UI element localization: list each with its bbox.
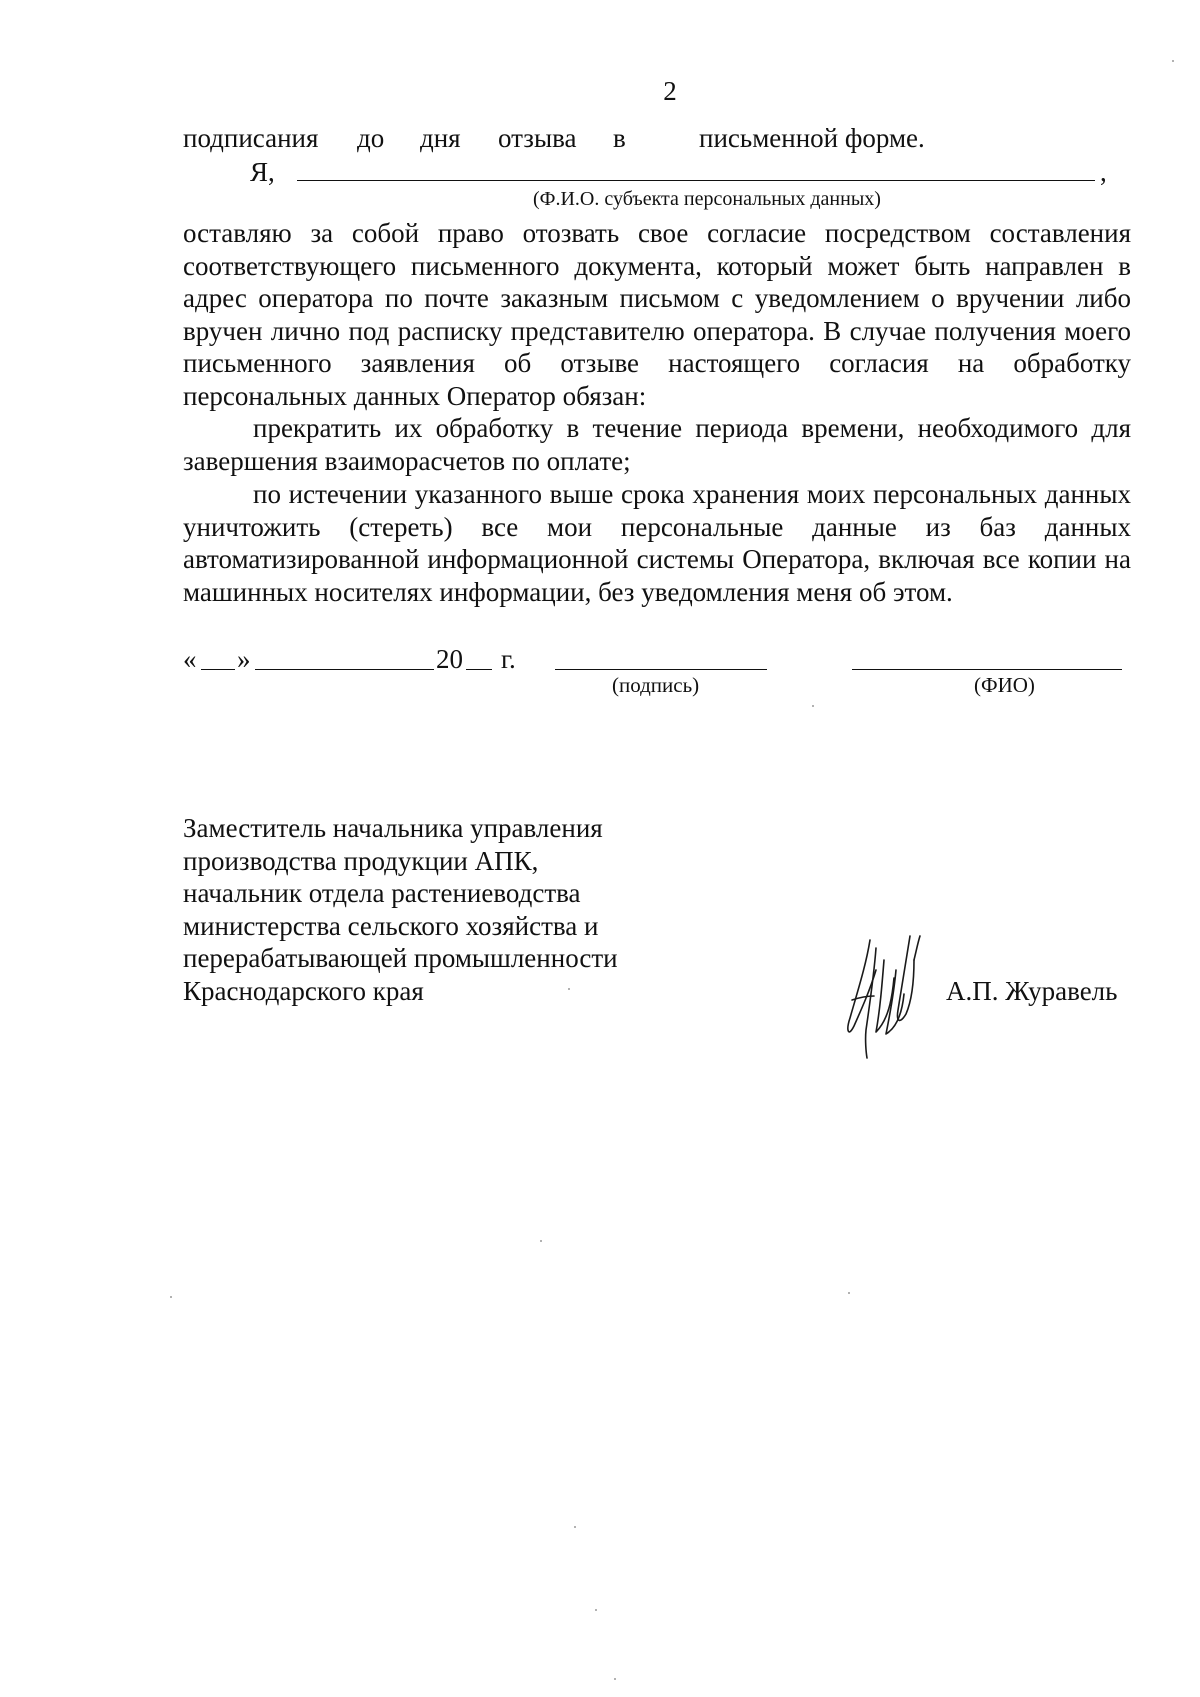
date-open-quote: « <box>183 644 197 674</box>
scan-speck <box>1172 60 1174 62</box>
year-suffix: г. <box>501 644 516 674</box>
signature-blank <box>555 669 767 670</box>
year-prefix: 20 <box>436 644 463 674</box>
subject-fio-caption: (Ф.И.О. субъекта персональных данных) <box>533 188 881 210</box>
scan-speck <box>568 988 570 990</box>
official-title-line: начальник отдела растениеводства <box>183 878 581 908</box>
scan-speck <box>540 1240 542 1242</box>
official-title-line: производства продукции АПК, <box>183 845 539 876</box>
day-blank <box>201 669 235 670</box>
destroy-data-paragraph: по истечении указанного выше срока хранения моих персональных данных уничтожить (стереть) все мои персональные данные из баз данных автоматизированной информационной системы Оператора, включая все копии на машинных носителях информации, без уведомления меня об этом. <box>183 479 1131 607</box>
official-title <box>183 812 618 1007</box>
fio-caption: (ФИО) <box>974 673 1035 697</box>
subject-comma: , <box>1100 157 1107 187</box>
scan-speck <box>574 1526 576 1528</box>
signer-name: А.П. Журавель <box>946 976 1118 1006</box>
month-blank <box>255 669 434 670</box>
word: письменной форме. <box>699 123 925 153</box>
scan-speck <box>595 1609 597 1611</box>
scan-speck <box>614 1678 616 1680</box>
fio-blank <box>852 669 1122 670</box>
official-title-line: Заместитель начальника управления <box>183 813 603 843</box>
handwritten-signature <box>840 930 935 1060</box>
official-title-line: перерабатывающей промышленности <box>183 943 618 973</box>
page-number: 2 <box>663 76 677 106</box>
year-blank <box>466 669 492 670</box>
official-title-line: министерства сельского хозяйства и <box>183 910 599 941</box>
scan-speck <box>170 1296 172 1298</box>
official-title-line: Краснодарского края <box>183 975 424 1006</box>
word: отзыва <box>498 123 577 153</box>
revocation-paragraph: оставляю за собой право отозвать свое согласие посредством составления соответствующего письменного документа, который может быть направлен в адрес оператора по почте заказным письмом с уведомлением о вручении либо вручен лично под расписку представителю оператора. В случае получения моего письменного заявления об отзыве настоящего согласия на обработку персональных данных Оператор обязан: <box>183 218 1131 411</box>
subject-name-blank <box>297 180 1095 181</box>
word: дня <box>420 123 461 153</box>
date-close-quote: » <box>237 644 251 674</box>
word: подписания <box>183 123 319 153</box>
signature-caption: (подпись) <box>612 673 700 697</box>
word: в <box>613 123 626 153</box>
word: до <box>357 123 385 153</box>
scan-speck <box>812 705 814 707</box>
stop-processing-paragraph: прекратить их обработку в течение периода времени, необходимого для завершения взаиморасчетов по оплате; <box>183 413 1131 476</box>
subject-label: Я, <box>250 157 275 187</box>
scan-speck <box>848 1292 850 1294</box>
